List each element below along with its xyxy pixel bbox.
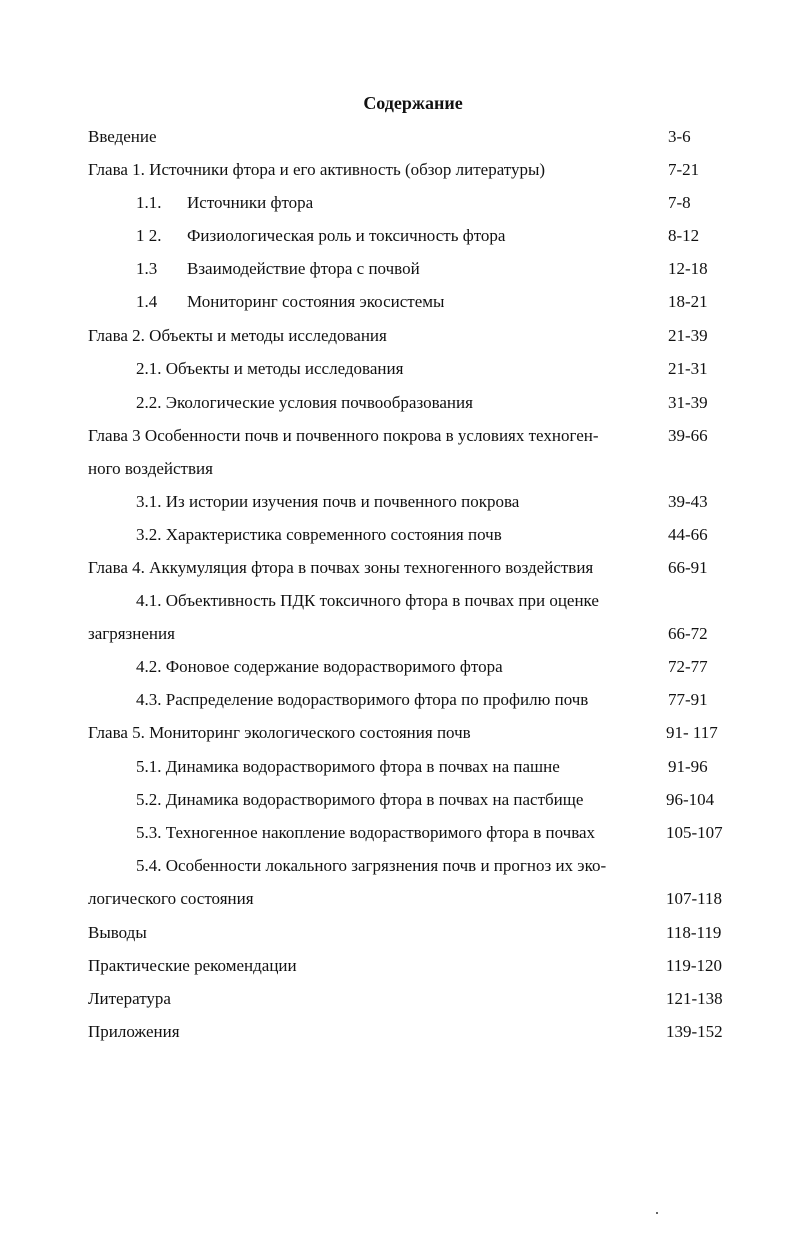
- toc-entry-page: 121-138: [666, 989, 723, 1008]
- toc-entry-page: 119-120: [666, 956, 723, 975]
- toc-entry-page: 39-66: [668, 426, 708, 445]
- toc-entry-text: 5.2. Динамика водорастворимого фтора в почвах на пастбище: [136, 790, 584, 809]
- toc-entry-text: 2.1. Объекты и методы исследования: [136, 359, 404, 378]
- toc-entry-page: 31-39: [668, 393, 708, 412]
- toc-entry-page: 7-21: [668, 160, 700, 179]
- toc-entry-text: 4.3. Распределение водорастворимого фтора по профилю почв: [136, 690, 589, 709]
- toc-entry-page: 118-119: [666, 923, 722, 942]
- toc-entry-text: Литература: [88, 989, 171, 1008]
- toc-entry-text: Введение: [88, 127, 157, 146]
- toc-entry-text: 4.1. Объективность ПДК токсичного фтора в почвах при оценке: [136, 591, 599, 610]
- toc-entry-text: 3.1. Из истории изучения почв и почвенного покрова: [136, 492, 520, 511]
- toc-section-number: 1 2.: [136, 226, 162, 245]
- toc-entry-text: Приложения: [88, 1022, 180, 1041]
- toc-entry-page: 21-31: [668, 359, 708, 378]
- toc-entry-text: 5.4. Особенности локального загрязнения почв и прогноз их эко-: [136, 856, 607, 875]
- toc-entry-text: Глава 2. Объекты и методы исследования: [88, 326, 387, 345]
- toc-entry-page: 8-12: [668, 226, 700, 245]
- toc-entry-text: Практические рекомендации: [88, 956, 297, 975]
- toc-section-number: 1.1.: [136, 193, 162, 212]
- toc-entry-text: загрязнения: [88, 624, 175, 643]
- toc-entry-text: Глава 5. Мониторинг экологического состояния почв: [88, 723, 471, 742]
- toc-entry-text: 5.3. Техногенное накопление водорастворимого фтора в почвах: [136, 823, 596, 842]
- toc-entry-page: 3-6: [668, 127, 691, 146]
- toc-entry-text: Источники фтора: [187, 193, 314, 212]
- page-title: Содержание: [363, 93, 463, 113]
- toc-entry-page: 7-8: [668, 193, 691, 212]
- toc-entry-text: Выводы: [88, 923, 147, 942]
- toc-entry-page: 139-152: [666, 1022, 723, 1041]
- toc-entry-page: 44-66: [668, 525, 708, 544]
- toc-entry-page: 12-18: [668, 259, 708, 278]
- toc-entry-page: 91-96: [668, 757, 708, 776]
- toc-entry-page: 107-118: [666, 889, 723, 908]
- toc-section-number: 1.3: [136, 259, 158, 278]
- toc-entry-page: 105-107: [666, 823, 723, 842]
- toc-entry-text: Мониторинг состояния экосистемы: [187, 292, 445, 311]
- scan-speck: [656, 1212, 658, 1214]
- toc-entry-text: Глава 1. Источники фтора и его активность (обзор литературы): [88, 160, 546, 179]
- toc-entry-page: 66-72: [668, 624, 708, 643]
- toc-entry-page: 21-39: [668, 326, 708, 345]
- toc-entry-text: Глава 3 Особенности почв и почвенного покрова в условиях техноген-: [88, 426, 599, 445]
- toc-entry-text: Глава 4. Аккумуляция фтора в почвах зоны техногенного воздействия: [88, 558, 594, 577]
- toc-section-number: 1.4: [136, 292, 158, 311]
- toc-entry-page: 72-77: [668, 657, 708, 676]
- toc-entry-page: 39-43: [668, 492, 708, 511]
- toc-entry-page: 77-91: [668, 690, 708, 709]
- toc-entry-text: 3.2. Характеристика современного состояния почв: [136, 525, 502, 544]
- toc-entry-text: ного воздействия: [88, 459, 213, 478]
- toc-entry-text: 2.2. Экологические условия почвообразования: [136, 393, 473, 412]
- toc-entry-page: 96-104: [666, 790, 715, 809]
- toc-entry-text: логического состояния: [88, 889, 254, 908]
- toc-entry-text: 5.1. Динамика водорастворимого фтора в почвах на пашне: [136, 757, 560, 776]
- toc-entry-text: Физиологическая роль и токсичность фтора: [187, 226, 506, 245]
- toc-entry-text: Взаимодействие фтора с почвой: [187, 259, 420, 278]
- toc-entry-page: 91- 117: [666, 723, 718, 742]
- toc-entry-text: 4.2. Фоновое содержание водорастворимого фтора: [136, 657, 503, 676]
- toc-entry-page: 66-91: [668, 558, 708, 577]
- toc-entry-page: 18-21: [668, 292, 708, 311]
